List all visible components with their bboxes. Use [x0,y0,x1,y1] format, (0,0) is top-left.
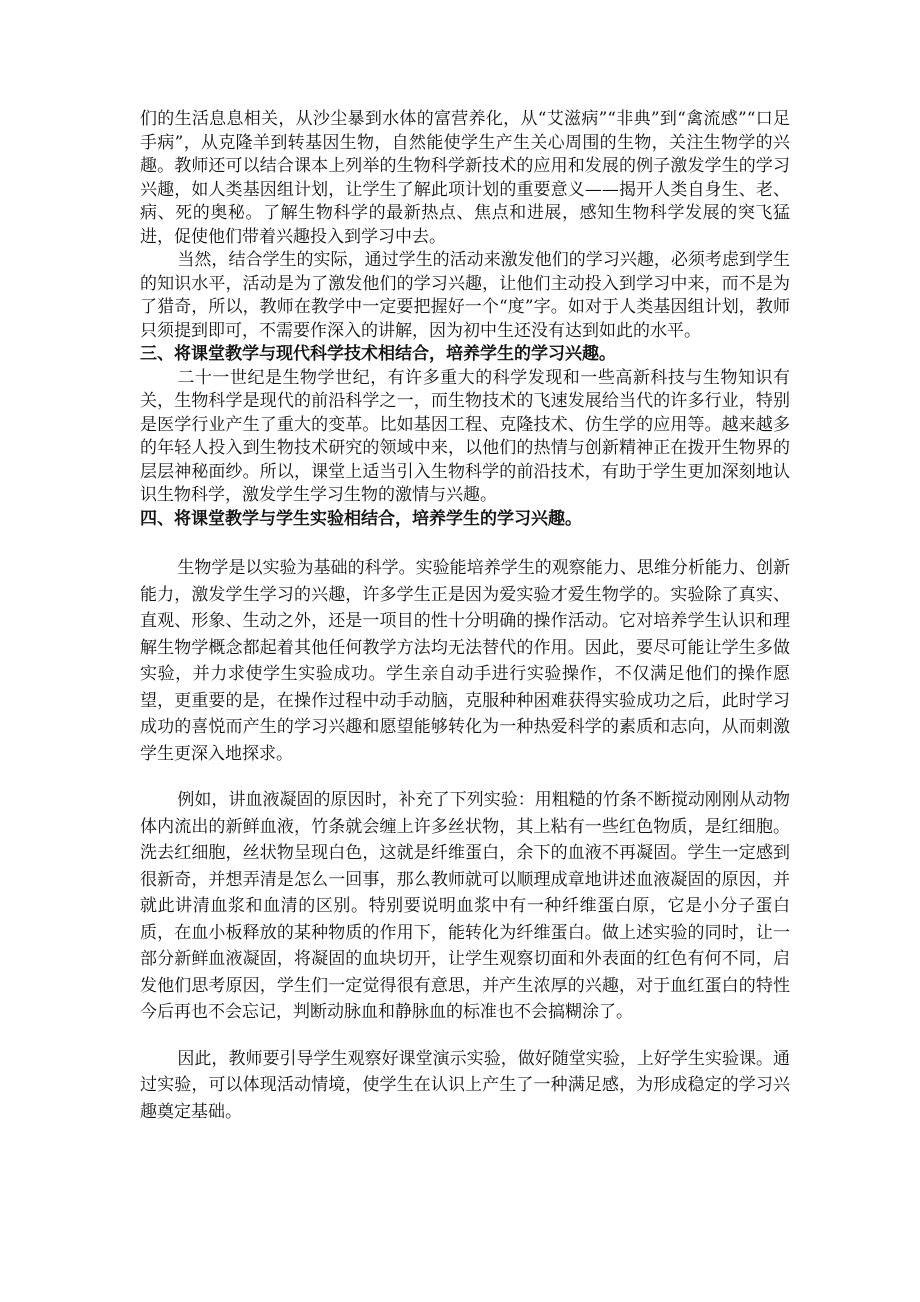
section-heading-4: 四、将课堂教学与学生实验相结合，培养学生的学习兴趣。 [140,508,582,529]
document-page [140,108,790,1125]
paragraph-3: 二十一世纪是生物学世纪，有许多重大的科学发现和一些高新科技与生物知识有关，生物科学是现代的前沿科学之一，而生物技术的飞速发展给当代的许多行业，特别是医学行业产生了重大的变革。比如基因工程、克隆技术、仿生学的应用等。越来越多的年轻人投入到生物技术研究的领域中来，以他们的热情与创新精神正在拨开生物界的层层神秘面纱。所以，课堂上适当引入生物科学的前沿技术，有助于学生更加深刻地认识生物科学，激发学生学习生物的激情与兴趣。 [140,367,790,505]
paragraph-2: 当然，结合学生的实际，通过学生的活动来激发他们的学习兴趣，必须考虑到学生的知识水平，活动是为了激发他们的学习兴趣，让他们主动投入到学习中来，而不是为了猎奇，所以，教师在教学中一定要把握好一个“度”字。如对于人类基因组计划，教师只须提到即可，不需要作深入的讲解，因为初中生还没有达到如此的水平。 [140,250,790,341]
paragraph-6: 因此，教师要引导学生观察好课堂演示实验，做好随堂实验，上好学生实验课。通过实验，可以体现活动情境，使学生在认识上产生了一种满足感，为形成稳定的学习兴趣奠定基础。 [140,1048,790,1122]
paragraph-4: 生物学是以实验为基础的科学。实验能培养学生的观察能力、思维分析能力、创新能力，激发学生学习的兴趣，许多学生正是因为爱实验才爱生物学的。实验除了真实、直观、形象、生动之外，还是一项目的性十分明确的操作活动。它对培养学生认识和理解生物学概念都起着其他任何教学方法均无法替代的作用。因此，要尽可能让学生多做实验，并力求使学生实验成功。学生亲自动手进行实验操作，不仅满足他们的操作愿望，更重要的是，在操作过程中动手动脑，克服种种困难获得实验成功之后，此时学习成功的喜悦而产生的学习兴趣和愿望能够转化为一种热爱科学的素质和志向，从而刺激学生更深入地探求。 [140,558,790,764]
section-heading-3: 三、将课堂教学与现代科学技术相结合，培养学生的学习兴趣。 [140,344,616,364]
paragraph-1: 们的生活息息相关，从沙尘暴到水体的富营养化，从“艾滋病”“非典”到“禽流感”“口足手病”，从克隆羊到转基因生物，自然能使学生产生关心周围的生物，关注生物学的兴趣。教师还可以结合课本上列举的生物科学新技术的应用和发展的例子激发学生的学习兴趣，如人类基因组计划，让学生了解此项计划的重要意义——揭开人类自身生、老、病、死的奥秘。了解生物科学的最新热点、焦点和进展，感知生物科学发展的突飞猛进，促使他们带着兴趣投入到学习中去。 [140,109,790,247]
paragraph-5: 例如，讲血液凝固的原因时，补充了下列实验：用粗糙的竹条不断搅动刚刚从动物体内流出的新鲜血液，竹条就会缠上许多丝状物，其上粘有一些红色物质，是红细胞。洗去红细胞，丝状物呈现白色，这就是纤维蛋白，余下的血液不再凝固。学生一定感到很新奇，并想弄清是怎么一回事，那么教师就可以顺理成章地讲述血液凝固的原因，并就此讲清血浆和血清的区别。特别要说明血浆中有一种纤维蛋白原，它是小分子蛋白质，在血小板释放的某种物质的作用下，能转化为纤维蛋白。做上述实验的同时，让一部分新鲜血液凝固，将凝固的血块切开，让学生观察切面和外表面的红色有何不同，启发他们思考原因，学生们一定觉得很有意思，并产生浓厚的兴趣，对于血红蛋白的特性今后再也不会忘记，判断动脉血和静脉血的标准也不会搞糊涂了。 [140,790,790,1022]
